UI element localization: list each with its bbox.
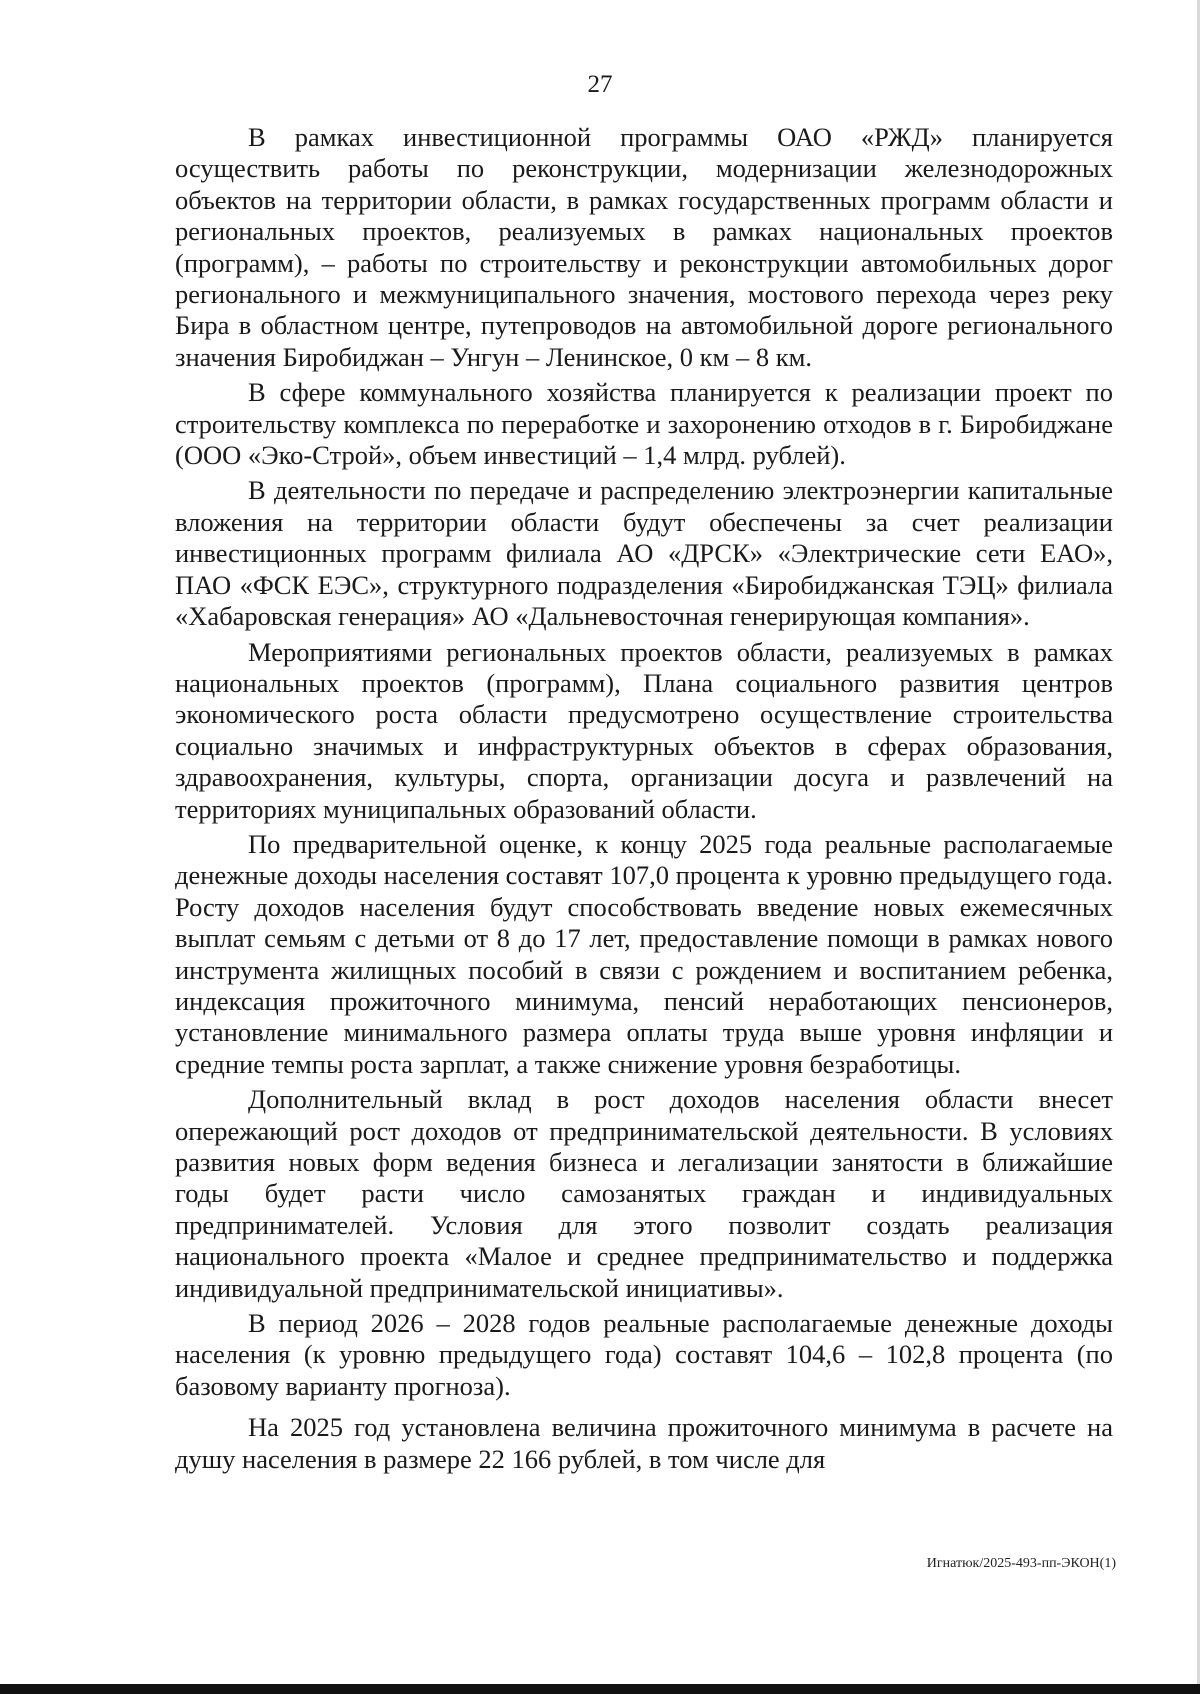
scan-border-bar <box>0 1684 1200 1694</box>
paragraph: В период 2026 – 2028 годов реальные располагаемые денежные доходы населения (к уровню предыдущего года) составят 104,6 – 102,8 процента (по базовому варианту прогноза). <box>175 1308 1113 1401</box>
paragraph: В сфере коммунального хозяйства планируется к реализации проект по строительству комплекса по переработке и захоронению отходов в г. Биробиджане (ООО «Эко-Строй», объем инвестиций – 1,4 млрд. рублей). <box>175 377 1113 471</box>
paragraph: Дополнительный вклад в рост доходов населения области внесет опережающий рост доходов от предпринимательской деятельности. В условиях развития новых форм ведения бизнеса и легализации занятости в ближайшие годы будет расти число самозанятых граждан и индивидуальных предпринимателей. Условия для этого позволит создать реализация национального проекта «Малое и среднее предпринимательство и поддержка индивидуальной предпринимательской инициативы». <box>175 1084 1113 1303</box>
footer-document-code: Игнатюк/2025-493-пп-ЭКОН(1) <box>926 1556 1116 1571</box>
paragraph: В рамках инвестиционной программы ОАО «РЖД» планируется осуществить работы по реконструкции, модернизации железнодорожных объектов на территории области, в рамках государственных программ области и региональных проектов, реализуемых в рамках национальных проектов (программ), – работы по строительству и реконструкции автомобильных дорог регионального и межмуниципального значения, мостового перехода через реку Бира в областном центре, путепроводов на автомобильной дороге регионального значения Биробиджан – Унгун – Ленинское, 0 км – 8 км. <box>175 122 1113 372</box>
page-number: 27 <box>587 71 613 98</box>
paragraph: На 2025 год установлена величина прожиточного минимума в расчете на душу населения в размере 22 166 рублей, в том числе для <box>175 1412 1113 1474</box>
paragraph: В деятельности по передаче и распределению электроэнергии капитальные вложения на территории области будут обеспечены за счет реализации инвестиционных программ филиала АО «ДРСК» «Электрические сети ЕАО», ПАО «ФСК ЕЭС», структурного подразделения «Биробиджанская ТЭЦ» филиала «Хабаровская генерация» АО «Дальневосточная генерирующая компания». <box>175 475 1113 632</box>
paragraph: Мероприятиями региональных проектов области, реализуемых в рамках национальных проектов (программ), Плана социального развития центров экономического роста области предусмотрено осуществление строительства социально значимых и инфраструктурных объектов в сферах образования, здравоохранения, культуры, спорта, организации досуга и развлечений на территориях муниципальных образований области. <box>175 636 1113 824</box>
document-body <box>175 122 1113 1475</box>
paragraph: По предварительной оценке, к концу 2025 года реальные располагаемые денежные доходы населения составят 107,0 процента к уровню предыдущего года. Росту доходов населения будут способствовать введение новых ежемесячных выплат семьям с детьми от 8 до 17 лет, предоставление помощи в рамках нового инструмента жилищных пособий в связи с рождением и воспитанием ребенка, индексация прожиточного минимума, пенсий неработающих пенсионеров, установление минимального размера оплаты труда выше уровня инфляции и средние темпы роста зарплат, а также снижение уровня безработицы. <box>175 828 1113 1079</box>
